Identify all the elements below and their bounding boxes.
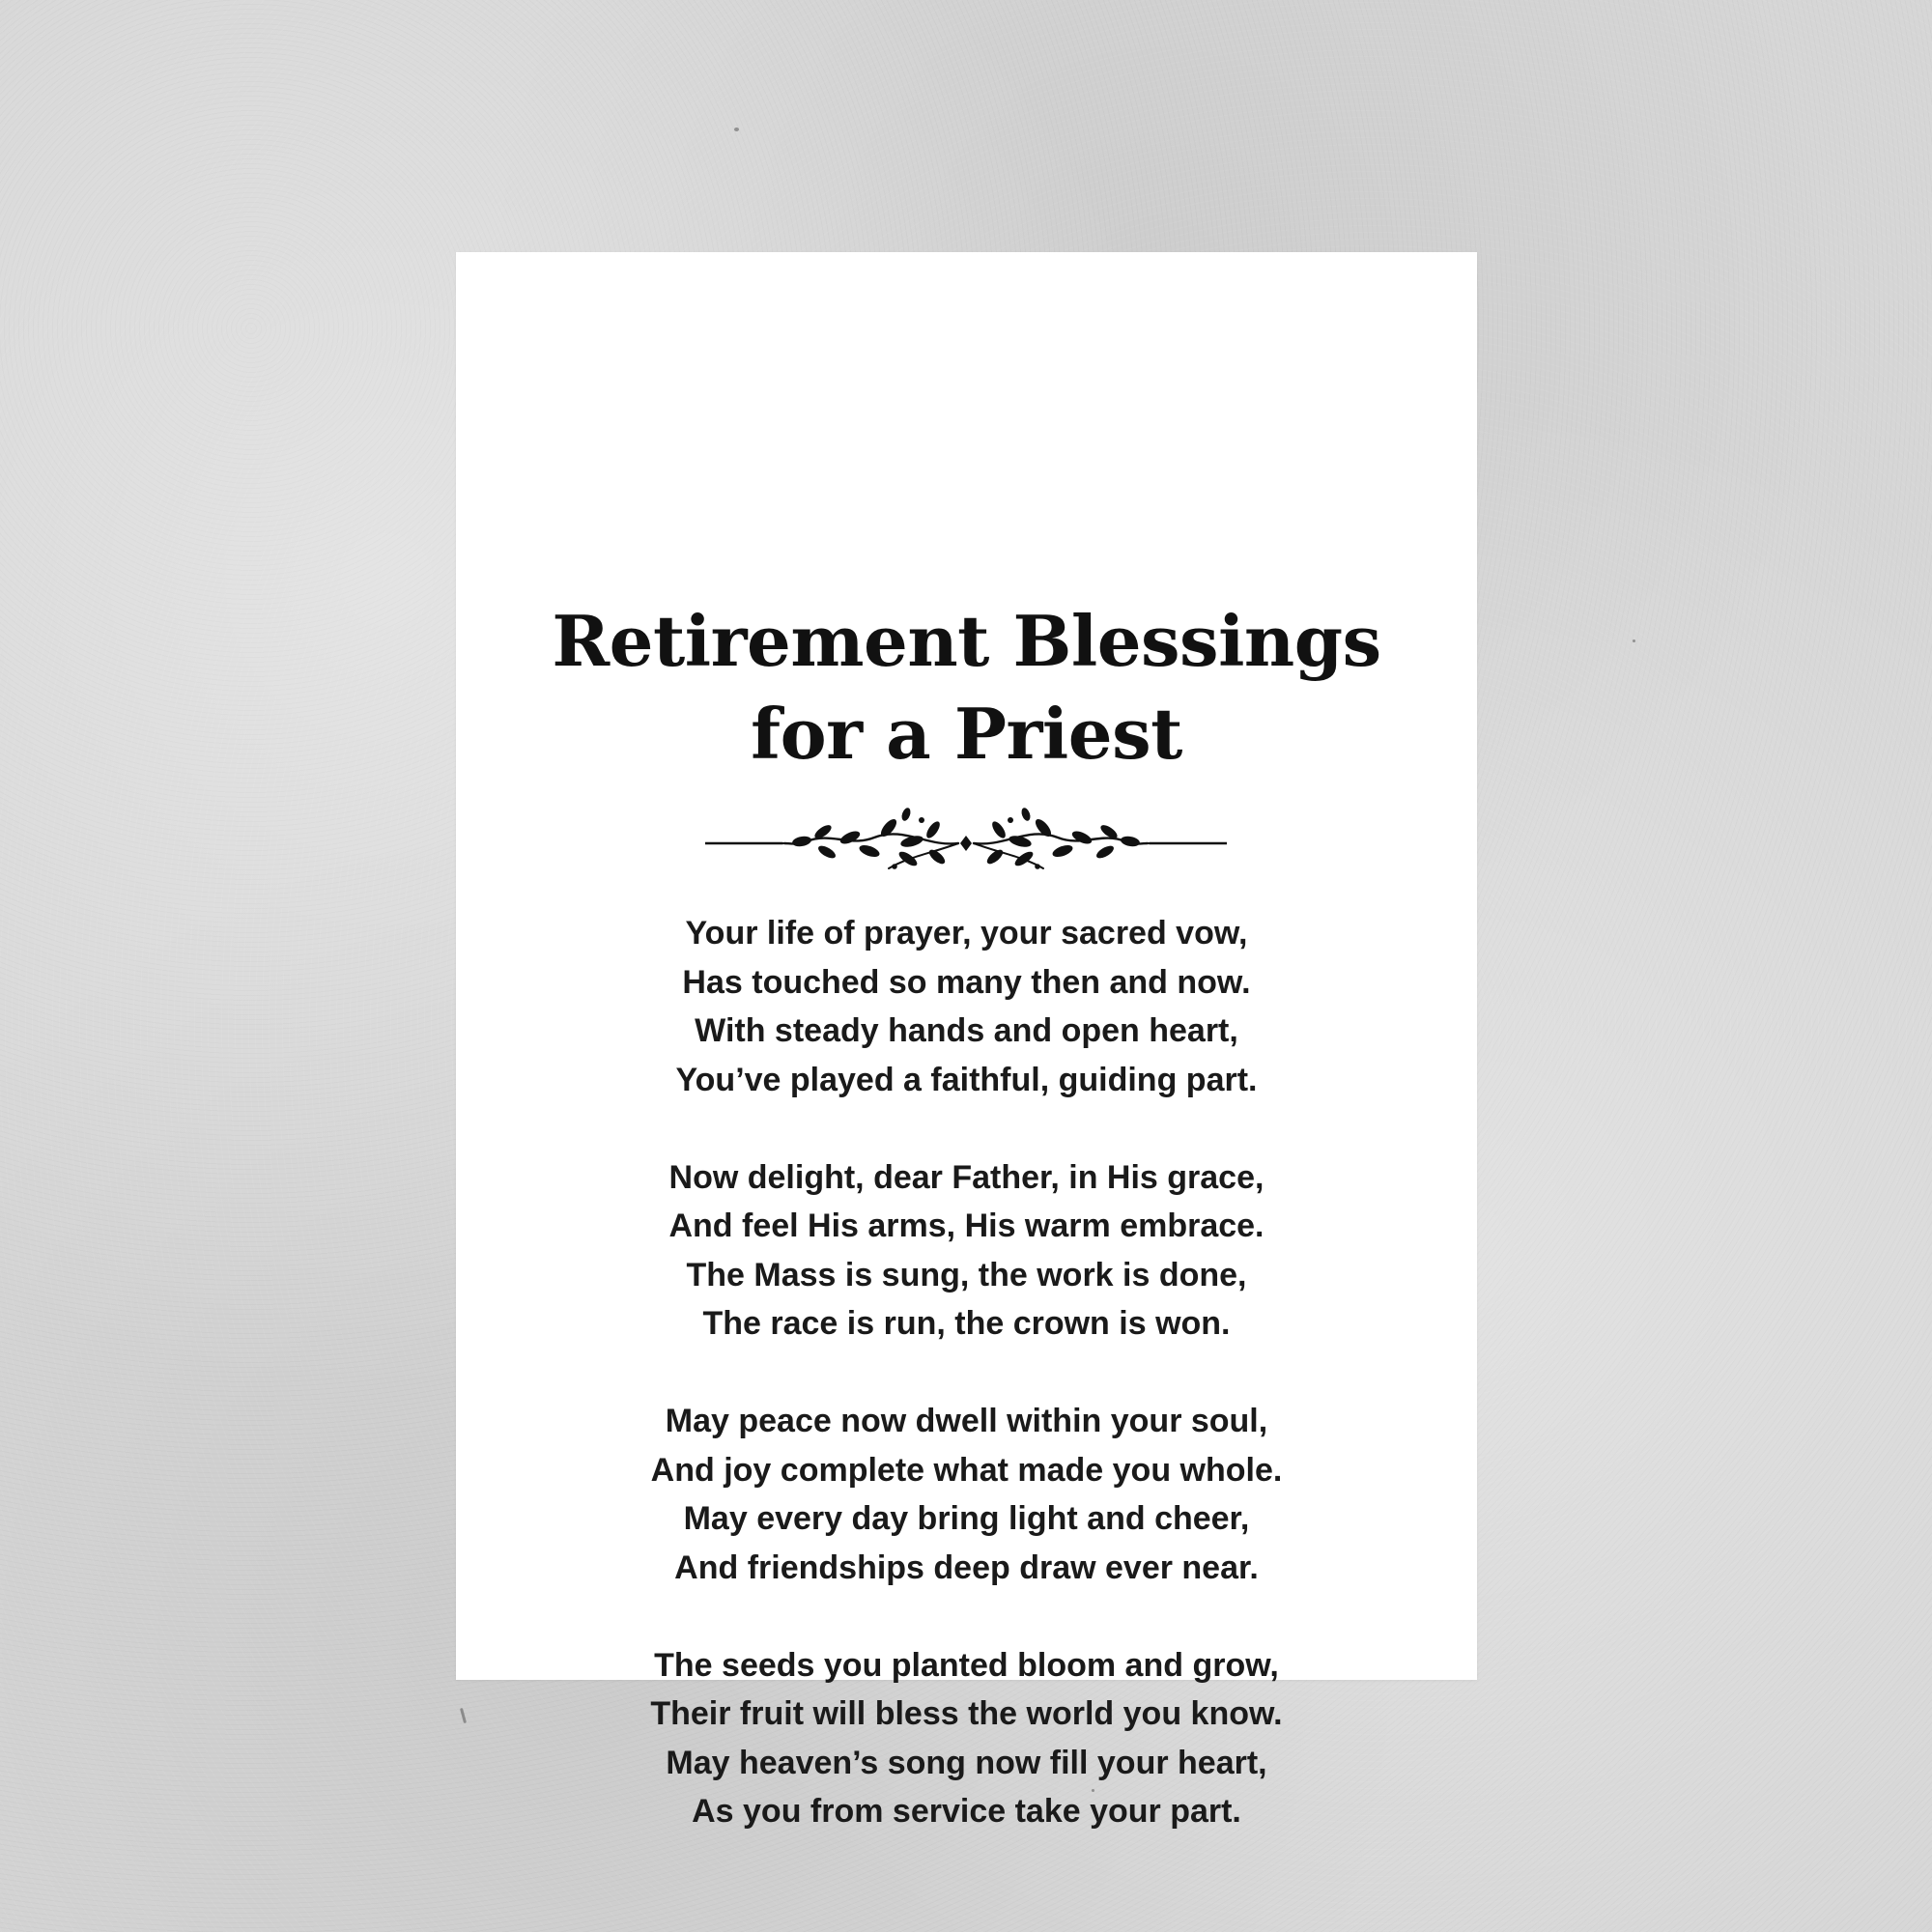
poem-line: With steady hands and open heart, [695, 1012, 1238, 1049]
poem-line: The race is run, the crown is won. [702, 1305, 1231, 1342]
poem [456, 909, 1477, 1885]
floral-vine-divider-icon [705, 803, 1227, 880]
stanza-4 [456, 1641, 1477, 1836]
stanza-2 [456, 1153, 1477, 1349]
title-line-2: for a Priest [751, 693, 1182, 775]
poem-line: Their fruit will bless the world you know. [650, 1695, 1283, 1732]
poem-line: As you from service take your part. [692, 1793, 1241, 1830]
poem-line: And feel His arms, His warm embrace. [668, 1208, 1264, 1244]
poem-line: Has touched so many then and now. [682, 963, 1251, 1001]
poem-line: May every day bring light and cheer, [683, 1500, 1250, 1537]
poem-card [456, 252, 1477, 1830]
poem-line: Your life of prayer, your sacred vow, [685, 915, 1248, 952]
poem-line: And friendships deep draw ever near. [674, 1548, 1259, 1586]
page-title [456, 595, 1477, 781]
stanza-3 [456, 1397, 1477, 1592]
paper-speck [1633, 639, 1635, 642]
paper-speck [734, 128, 739, 131]
poem-line: The seeds you planted bloom and grow, [654, 1646, 1279, 1684]
poem-line: And joy complete what made you whole. [650, 1451, 1283, 1489]
poem-line: May peace now dwell within your soul, [665, 1403, 1268, 1439]
title-line-1: Retirement Blessings [552, 600, 1381, 682]
poem-line: Now delight, dear Father, in His grace, [668, 1158, 1264, 1196]
stanza-1 [456, 909, 1477, 1104]
poem-line: May heaven’s song now fill your heart, [666, 1744, 1267, 1781]
poem-line: You’ve played a faithful, guiding part. [675, 1061, 1258, 1098]
poem-line: The Mass is sung, the work is done, [686, 1256, 1247, 1293]
